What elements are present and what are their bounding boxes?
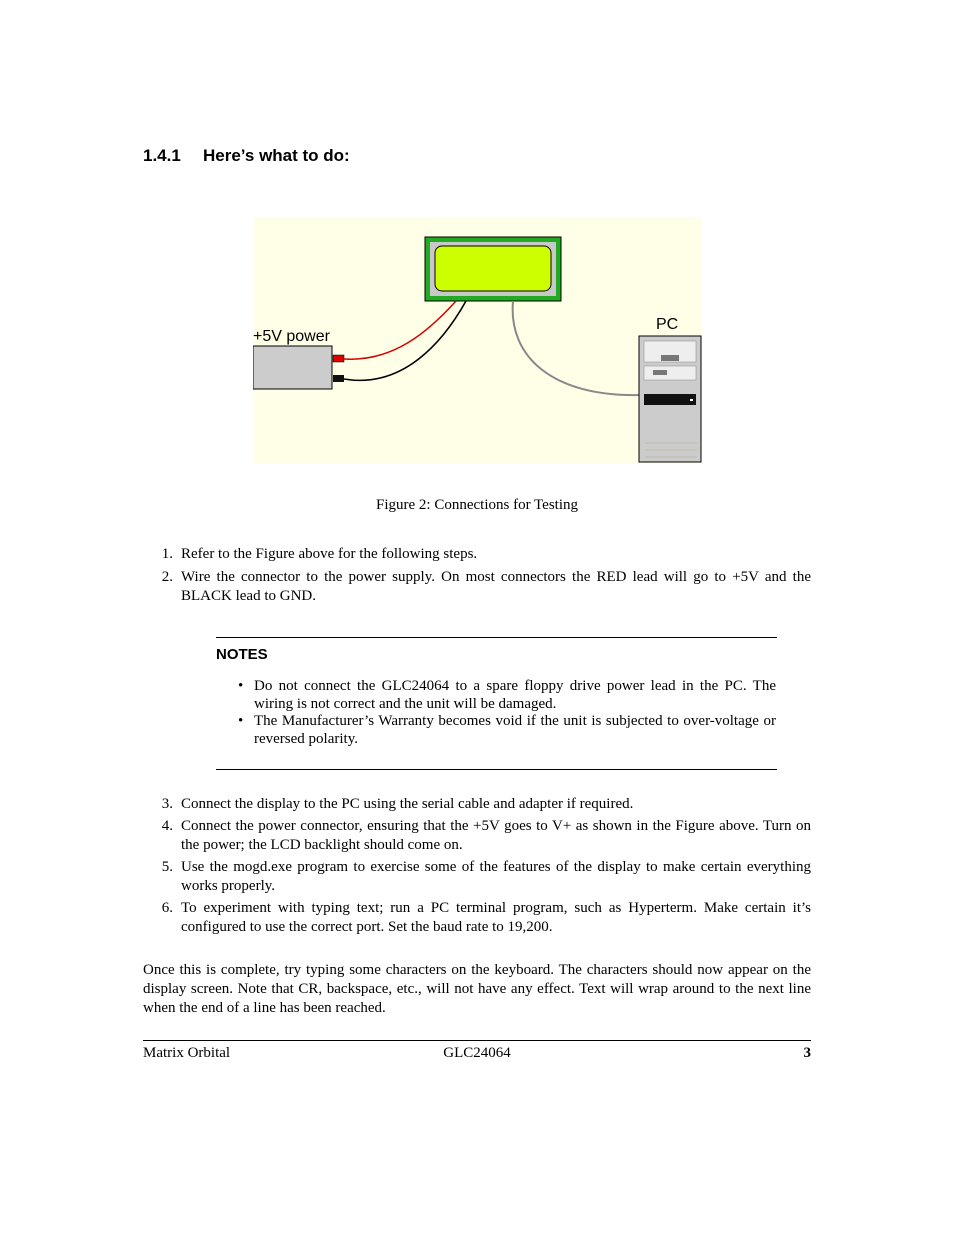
list-item-number: 6. — [161, 900, 173, 916]
note-text: Do not connect the GLC24064 to a spare floppy drive power lead in the PC. The wiring is not correct and the unit will be damaged. — [254, 678, 776, 712]
connection-figure — [253, 217, 702, 463]
list-item-text: Use the mogd.exe program to exercise some of the features of the display to make certain everything works properly. — [181, 859, 811, 894]
section-number: 1.4.1 — [143, 146, 181, 165]
pc-front-panel — [644, 394, 696, 405]
pc-drive-slot-1 — [661, 355, 679, 361]
footer-company: Matrix Orbital — [143, 1045, 231, 1061]
list-item-text: Wire the connector to the power supply. On most connectors the RED lead will go to +5V and the BLACK lead to GND. — [181, 569, 811, 604]
note-text: The Manufacturer’s Warranty becomes void if the unit is subjected to over-voltage or reversed polarity. — [254, 713, 776, 747]
notes-box — [216, 637, 777, 770]
closing-paragraph: Once this is complete, try typing some characters on the keyboard. The characters should now appear on the display screen. Note that CR, backspace, etc., will not have any effect. Text will wrap around to the next line when the end of a line has been reached. — [143, 962, 811, 1016]
pc-drive-bay-2 — [644, 366, 696, 380]
list-item-text: Connect the power connector, ensuring that the +5V goes to V+ as shown in the Figure above. Turn on the power; the LCD backlight should come on. — [181, 818, 811, 853]
power-label: +5V power — [253, 328, 330, 345]
black-terminal — [333, 375, 344, 382]
notes-title: NOTES — [216, 646, 268, 663]
red-terminal — [333, 355, 344, 362]
connection-diagram — [253, 217, 702, 463]
power-supply-box — [253, 346, 332, 389]
list-item-number: 5. — [161, 859, 173, 875]
lcd-screen — [435, 246, 551, 291]
footer-divider — [143, 1040, 811, 1041]
footer-page-number: 3 — [803, 1045, 811, 1061]
footer-model: GLC24064 — [443, 1045, 511, 1061]
list-item-number: 3. — [161, 796, 173, 812]
figure-caption: Figure 2: Connections for Testing — [376, 497, 578, 513]
list-item-number: 2. — [161, 569, 173, 585]
pc-label: PC — [656, 316, 679, 333]
list-item-text: Connect the display to the PC using the serial cable and adapter if required. — [181, 796, 634, 812]
list-item-text: Refer to the Figure above for the following steps. — [181, 546, 478, 562]
list-item-text: To experiment with typing text; run a PC terminal program, such as Hyperterm. Make certain it’s configured to use the correct port. Set the baud rate to 19,200. — [181, 900, 811, 935]
pc-drive-slot-2 — [653, 370, 667, 375]
list-item-number: 4. — [161, 818, 173, 834]
section-heading — [143, 146, 350, 166]
bullet-icon: • — [238, 713, 244, 729]
bullet-icon: • — [238, 678, 244, 694]
list-item-number: 1. — [161, 546, 173, 562]
section-title: Here’s what to do: — [203, 146, 350, 165]
pc-led — [690, 399, 693, 401]
